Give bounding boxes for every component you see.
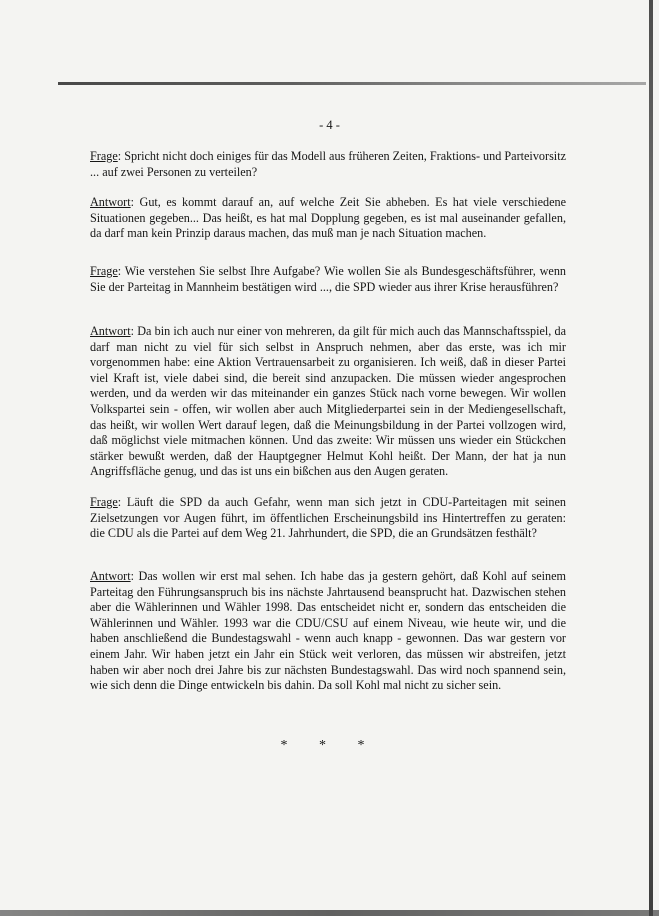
answer-label: Antwort: [90, 324, 131, 338]
answer-3: Antwort: Das wollen wir erst mal sehen. Ich habe das ja gestern gehört, daß Kohl auf seinem Parteitag den Führungsanspruch bis ins nächste Jahrtausend beansprucht hat. Dazwischen stehen aber die Wählerinnen und Wähler 1998. Das entscheidet nicht er, sondern das entscheiden die Wählerinnen und Wähler. 1993 war die CDU/CSU auf einem Niveau, wie heute wir, und die haben anschließend die Bundestagswahl - wenn auch knapp - gewonnen. Das war gestern vor einem Jahr. Wir haben jetzt ein Jahr ein Stück weit verloren, das müssen wir abstreifen, jetzt haben wir aber noch drei Jahre bis zur nächsten Bundestagswahl. Das wird noch spannend sein, wie sich denn die Dinge entwickeln bis dahin. Da soll Kohl mal nicht zu sicher sein.: [90, 569, 566, 693]
question-1: Frage: Spricht nicht doch einiges für das Modell aus früheren Zeiten, Fraktions- und Parteivorsitz ... auf zwei Personen zu verteilen?: [90, 149, 566, 179]
question-text: Wie verstehen Sie selbst Ihre Aufgabe? Wie wollen Sie als Bundesgeschäftsführer, wenn Sie der Parteitag in Mannheim bestätigen wird ..., die SPD wieder aus ihrer Krise herausführen?: [90, 264, 567, 294]
answer-label: Antwort: [90, 195, 131, 209]
question-label: Frage: [90, 149, 118, 163]
answer-text: Gut, es kommt darauf an, auf welche Zeit Sie abheben. Es hat viele verschiedene Situationen gegeben... Das heißt, es hat mal Dopplung gegeben, es ist mal auseinander gefallen, da darf man kein Prinzip daraus machen, das muß man je nach Situation machen.: [90, 195, 566, 241]
question-3: Frage: Läuft die SPD da auch Gefahr, wenn man sich jetzt in CDU-Parteitagen mit seinen Zielsetzungen vor Augen führt, im öffentlichen Erscheinungsbild ins Hintertreffen zu geraten: die CDU als die Partei auf dem Weg 21. Jahrhundert, die SPD, die an Grundsätzen festhält?: [90, 495, 566, 541]
question-text: Spricht nicht doch einiges für das Modell aus früheren Zeiten, Fraktions- und Parteivorsitz ... auf zwei Personen zu verteilen?: [90, 149, 566, 179]
question-label: Frage: [90, 495, 118, 509]
answer-label: Antwort: [90, 569, 131, 583]
answer-text: Da bin ich auch nur einer von mehreren, da gilt für mich auch das Mannschaftsspiel, da darf man nicht zu viel für sich selbst in Anspruch nehmen, aber das erste, was ich mir vorgenommen habe: eine Aktion Vertrauensarbeit zu organisieren. Ich weiß, daß in dieser Partei viel Kraft ist, viele dabei sind, die bereit sind anzupacken. Die müssen wieder angesprochen werden, und da werden wir das miteinander ein ganzes Stück nach vorne bewegen. Wir wollen Volkspartei sein - offen, wir wollen aber auch Mitgliederpartei sein in der Mediengesellschaft, das heißt, wir wollen Wert darauf legen, daß die Meinungsbildung in der Partei vollzogen wird, daß möglichst viele mitmachen können. Und das zweite: Wir müssen uns wieder ein Stückchen stärker bewußt werden, daß der Hauptgegner Helmut Kohl heißt. Der Mann, der hat ja nun Angriffsfläche genug, und das ist uns ein bißchen aus den Augen geraten.: [90, 324, 566, 479]
answer-text: Das wollen wir erst mal sehen. Ich habe das ja gestern gehört, daß Kohl auf seinem Parteitag den Führungsanspruch bis ins nächste Jahrtausend beansprucht hat. Dazwischen stehen aber die Wählerinnen und Wähler 1998. Das entscheidet nicht er, sondern das entscheiden die Wählerinnen und Wähler. 1993 war die CDU/CSU auf einem Niveau, wie heute wir, und die haben anschließend die Bundestagswahl - wenn auch knapp - gewonnen. Das war gestern vor einem Jahr. Wir haben jetzt ein Jahr ein Stück weit verloren, das müssen wir abstreifen, jetzt haben wir aber noch drei Jahre bis zur nächsten Bundestagswahl. Das wird noch spannend sein, wie sich denn die Dinge entwickeln bis dahin. Da soll Kohl mal nicht zu sicher sein.: [90, 569, 566, 693]
closing-asterisks: * * *: [280, 738, 379, 753]
scan-edge-bottom: [0, 910, 659, 916]
question-label: Frage: [90, 264, 118, 278]
page-number: - 4 -: [319, 118, 340, 132]
scan-edge-right: [649, 0, 653, 916]
answer-2: Antwort: Da bin ich auch nur einer von mehreren, da gilt für mich auch das Mannschaftsspiel, da darf man nicht zu viel für sich selbst in Anspruch nehmen, aber das erste, was ich mir vorgenommen habe: eine Aktion Vertrauensarbeit zu organisieren. Ich weiß, daß in dieser Partei viel Kraft ist, viele dabei sind, die bereit sind anzupacken. Die müssen wieder angesprochen werden, und da werden wir das miteinander ein ganzes Stück nach vorne bewegen. Wir wollen Volkspartei sein - offen, wir wollen aber auch Mitgliederpartei sein in der Mediengesellschaft, das heißt, wir wollen Wert darauf legen, daß die Meinungsbildung in der Partei vollzogen wird, daß möglichst viele mitmachen können. Und das zweite: Wir müssen uns wieder ein Stückchen stärker bewußt werden, daß der Hauptgegner Helmut Kohl heißt. Der Mann, der hat ja nun Angriffsfläche genug, und das ist uns ein bißchen aus den Augen geraten.: [90, 324, 566, 479]
answer-1: Antwort: Gut, es kommt darauf an, auf welche Zeit Sie abheben. Es hat viele verschiedene Situationen gegeben... Das heißt, es hat mal Dopplung gegeben, es ist mal auseinander gefallen, da darf man kein Prinzip daraus machen, das muß man je nach Situation machen.: [90, 195, 566, 241]
question-text: Läuft die SPD da auch Gefahr, wenn man sich jetzt in CDU-Parteitagen mit seinen Zielsetzungen vor Augen führt, im öffentlichen Erscheinungsbild ins Hintertreffen zu geraten: die CDU als die Partei auf dem Weg 21. Jahrhundert, die SPD, die an Grundsätzen festhält?: [90, 495, 566, 541]
scan-edge-top: [58, 82, 646, 85]
question-2: Frage: Wie verstehen Sie selbst Ihre Aufgabe? Wie wollen Sie als Bundesgeschäftsführer, wenn Sie der Parteitag in Mannheim bestätigen wird ..., die SPD wieder aus ihrer Krise herausführen?: [90, 264, 567, 294]
